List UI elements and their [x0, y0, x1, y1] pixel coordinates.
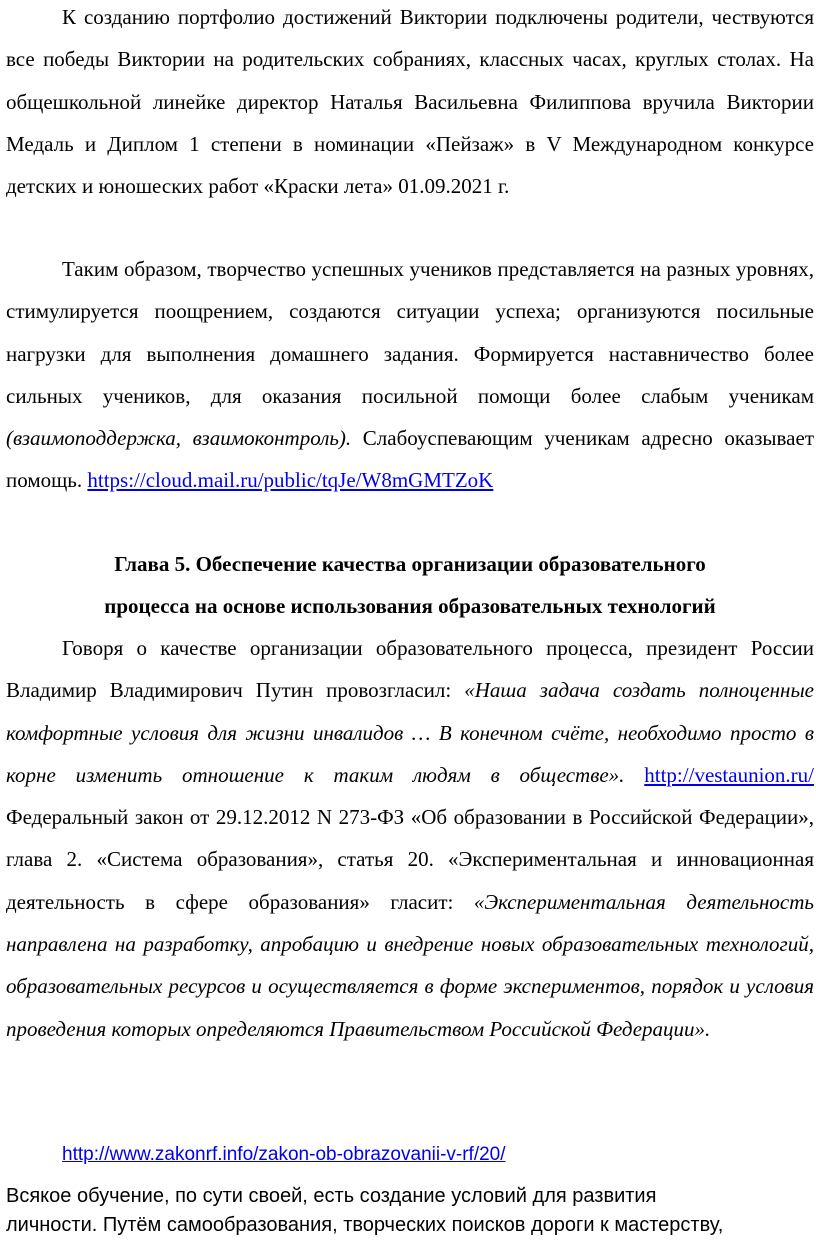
law-quote: «Экспериментальная деятельность направлена на разработку, апробацию и внедрение новых образовательных технологий, образовательных ресурсов и осуществляется в форме экспериментов, порядок и условия проведения которых определяются Правительством Российской Федерации». — [6, 889, 814, 1041]
paragraph-quality-text-2: Федеральный закон от 29.12.2012 N 273-ФЗ «Об образовании в Российской Федерации», глава 2. «Система образования», статья 20. «Экспериментальная и инновационная деятельность в сфере образования» гласит: — [6, 805, 814, 914]
paragraph-portfolio — [6, 0, 814, 207]
zakonrf-link-line — [62, 1140, 506, 1170]
paragraph-creativity-italic: (взаимоподдержка, взаимоконтроль). — [6, 426, 352, 451]
paragraph-learning-line-1: Всякое обучение, по сути своей, есть создание условий для развития — [6, 1185, 657, 1207]
paragraph-learning-line-2: личности. Путём самообразования, творческих поисков дороги к мастерству, — [6, 1214, 724, 1236]
chapter-heading-line-2: процесса на основе использования образовательных технологий — [104, 594, 716, 618]
paragraph-learning — [6, 1182, 814, 1240]
vestaunion-link[interactable]: http://vestaunion.ru/ — [644, 762, 814, 787]
putin-quote: «Наша задача создать полноценные комфортные условия для жизни инвалидов … В конечном счёте, необходимо просто в корне изменить отношение к таким людям в обществе». — [6, 678, 815, 787]
chapter-heading — [6, 543, 814, 627]
paragraph-quality-text: Говоря о качестве организации образовательного процесса, президент России Владимир Владимирович Путин провозгласил: — [6, 636, 814, 703]
paragraph-portfolio-text: К созданию портфолио достижений Виктории подключены родители, чествуются все победы Виктории на родительских собраниях, классных часах, круглых столах. На общешкольной линейке директор Наталья Васильевна Филиппова вручила Виктории Медаль и Диплом 1 степени в номинации «Пейзаж» в V Международном конкурсе детских и юношеских работ «Краски лета» 01.09.2021 г. — [6, 5, 814, 199]
cloud-mail-link[interactable]: https://cloud.mail.ru/public/tqJe/W8mGMTZoK — [87, 468, 494, 493]
paragraph-quality — [6, 627, 814, 1050]
paragraph-creativity — [6, 248, 814, 502]
paragraph-creativity-text: Таким образом, творчество успешных учеников представляется на разных уровнях, стимулируется поощрением, создаются ситуации успеха; организуются посильные нагрузки для выполнения домашнего задания. Формируется наставничество более сильных учеников, для оказания посильной помощи более слабым ученикам — [6, 257, 814, 408]
paragraph-creativity-text-2: Слабоуспевающим ученикам адресно оказывает помощь. — [6, 426, 814, 493]
zakonrf-link[interactable]: http://www.zakonrf.info/zakon-ob-obrazovanii-v-rf/20/ — [62, 1144, 506, 1165]
chapter-heading-line-1: Глава 5. Обеспечение качества организации образовательного — [114, 552, 706, 576]
